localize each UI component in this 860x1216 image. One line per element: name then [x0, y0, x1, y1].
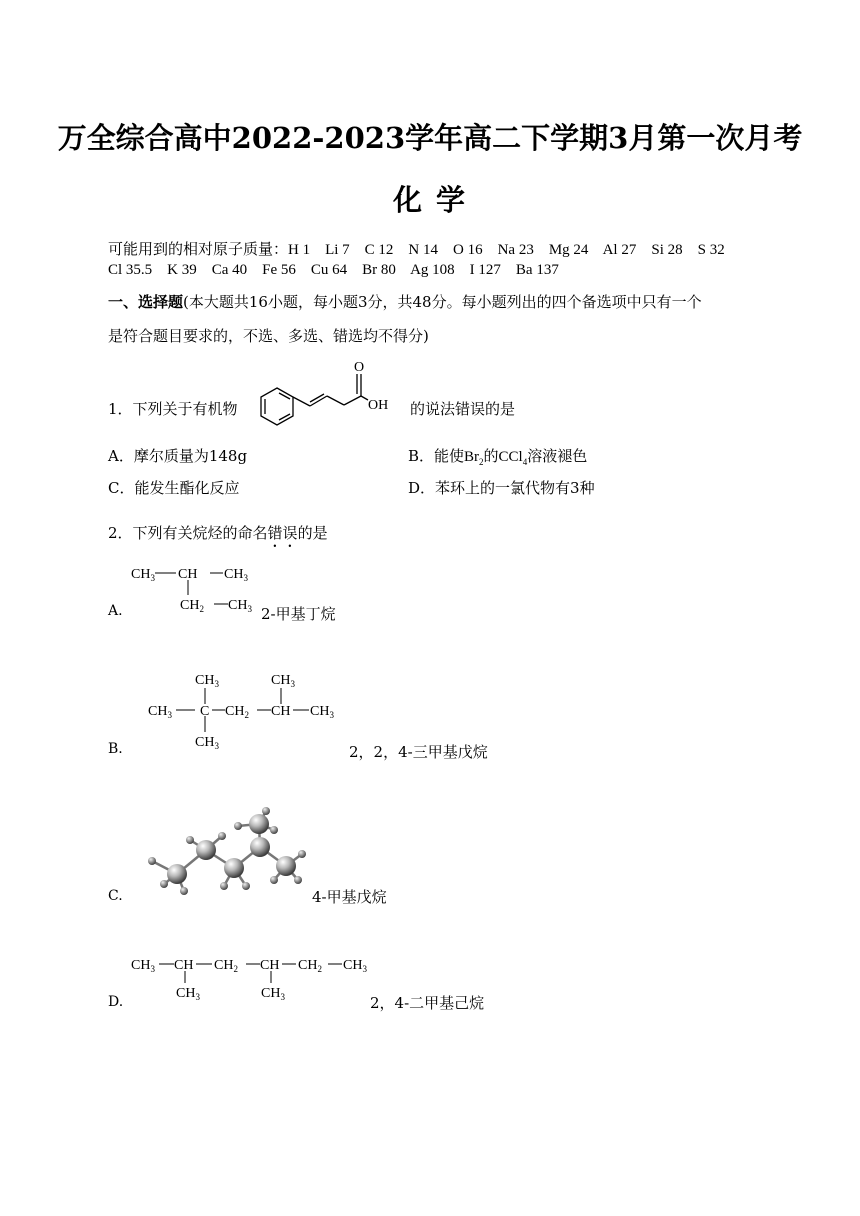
atomic-mass-line1	[108, 238, 725, 259]
q2-stem-emph: 错误	[267, 524, 298, 542]
q2-d-sub: 2	[317, 964, 322, 974]
q2-d-ch-2: CH	[260, 958, 280, 973]
q2-d-ch3-1: CH	[131, 958, 151, 973]
q2-d-ch3-4: CH	[261, 986, 281, 1001]
q2-d-sub: 3	[195, 992, 200, 1002]
q2-d-ch-1: CH	[174, 958, 194, 973]
q2-a-ch2: CH	[180, 598, 200, 613]
q1-stem-prefix: 1．下列关于有机物	[108, 400, 238, 418]
q1-option-b-mid: 的	[483, 447, 499, 465]
q2-b-ch3-top: CH	[195, 673, 215, 688]
q2-a-sub: 3	[150, 573, 155, 583]
svg-text:CH3	[195, 735, 219, 751]
q2-b-ch3-right: CH	[310, 704, 330, 719]
q2-stem-post: 的是	[297, 524, 328, 542]
q2-option-c-name: 4-甲基戊烷	[312, 888, 387, 906]
q1-option-b-br-sub: 2	[479, 457, 484, 467]
q2-option-d-letter: D.	[108, 994, 124, 1010]
q2-b-ch2: CH	[225, 704, 245, 719]
section-desc2: 是符合题目要求的，不选、多选、错选均不得分)	[108, 327, 429, 345]
q2-stem-pre: 2．下列有关烷烃的命名	[108, 524, 268, 542]
q2-option-c-letter: C.	[108, 888, 123, 904]
svg-text:CH3	[131, 958, 155, 974]
q1-option-b-ccl-sub: 4	[522, 457, 528, 467]
q2-b-sub: 3	[214, 741, 219, 751]
q1-option-b	[408, 445, 587, 467]
svg-text:CH3	[261, 986, 285, 1002]
q2-c-ball-stick-model	[142, 806, 312, 906]
q2-d-sub: 3	[362, 964, 367, 974]
q2-a-sub: 3	[247, 604, 252, 614]
q2-b-ch3-top2: CH	[271, 673, 291, 688]
page-title: 万全综合高中2022-2023学年高二下学期3月第一次月考	[57, 121, 803, 155]
q2-option-a-letter: A.	[108, 603, 123, 619]
q2-option-b-name: 2，2，4-三甲基戊烷	[349, 743, 488, 761]
hydroxyl-label: OH	[368, 398, 389, 413]
q2-stem	[108, 522, 328, 551]
q2-option-b-letter: B.	[108, 741, 123, 757]
svg-text:CH3	[148, 704, 172, 720]
atomic-mass-intro: 可能用到的相对原子质量：	[108, 240, 289, 258]
q2-d-sub: 2	[233, 964, 238, 974]
q2-a-ch3-2: CH	[224, 567, 244, 582]
q2-option-d-name: 2，4-二甲基己烷	[370, 994, 485, 1012]
q1-option-b-ccl: CCl	[498, 449, 523, 465]
atomic-mass-values2: Cl 35.5 K 39 Ca 40 Fe 56 Cu 64 Br 80 Ag 108 I 127 Ba 137	[108, 262, 559, 278]
q1-option-b-pre: B．能使	[408, 447, 465, 465]
subject-title: 化 学	[392, 183, 468, 217]
q2-b-sub: 3	[290, 679, 295, 689]
q2-d-ch3-2: CH	[343, 958, 363, 973]
section-heading: 一、选择题	[108, 293, 184, 311]
q1-option-c: C．能发生酯化反应	[108, 479, 240, 497]
q2-d-ch3-3: CH	[176, 986, 196, 1001]
section-desc1: (本大题共16小题，每小题3分，共48分。每小题列出的四个备选项中只有一个	[183, 293, 702, 311]
q2-b-sub: 3	[214, 679, 219, 689]
q1-option-b-post: 溶液褪色	[527, 447, 588, 465]
svg-text:CH3	[271, 673, 295, 689]
section-heading-line1	[108, 291, 702, 312]
svg-text:CH3	[310, 704, 334, 720]
svg-text:CH3	[343, 958, 367, 974]
q2-d-ch2-1: CH	[214, 958, 234, 973]
q2-b-sub: 3	[167, 710, 172, 720]
cinnamic-acid-structure	[252, 358, 402, 436]
svg-text:CH2	[214, 958, 238, 974]
svg-text:CH2	[225, 704, 249, 720]
q2-a-ch3-3: CH	[228, 598, 248, 613]
q2-b-sub: 2	[244, 710, 249, 720]
q2-b-ch3-bottom: CH	[195, 735, 215, 750]
svg-text:CH3	[224, 567, 248, 583]
q2-b-c: C	[200, 704, 210, 719]
q1-option-d: D．苯环上的一氯代物有3种	[408, 479, 595, 497]
q2-d-structure	[128, 950, 378, 1006]
q2-d-sub: 3	[150, 964, 155, 974]
svg-text:CH2	[298, 958, 322, 974]
q1-option-a: A．摩尔质量为148g	[108, 447, 248, 465]
q2-a-sub: 3	[243, 573, 248, 583]
q2-d-ch2-2: CH	[298, 958, 318, 973]
q1-stem-suffix: 的说法错误的是	[410, 400, 516, 418]
q2-a-ch: CH	[178, 567, 198, 582]
q2-a-ch3-1: CH	[131, 567, 151, 582]
q2-b-structure	[145, 668, 355, 752]
svg-text:CH3	[176, 986, 200, 1002]
svg-text:CH3	[228, 598, 252, 614]
carbonyl-o-label: O	[354, 360, 365, 375]
q2-b-sub: 3	[329, 710, 334, 720]
q2-a-sub: 2	[199, 604, 204, 614]
svg-text:CH3	[195, 673, 219, 689]
q2-a-structure	[128, 560, 268, 620]
q2-b-ch3-left: CH	[148, 704, 168, 719]
q2-b-ch: CH	[271, 704, 291, 719]
svg-text:CH3	[131, 567, 155, 583]
q2-option-a-name: 2-甲基丁烷	[261, 605, 336, 623]
q2-d-sub: 3	[280, 992, 285, 1002]
atomic-mass-values1: H 1 Li 7 C 12 N 14 O 16 Na 23 Mg 24 Al 27 Si 28 S 32	[288, 242, 725, 258]
q1-option-b-br: Br	[464, 449, 480, 465]
svg-text:CH2	[180, 598, 204, 614]
